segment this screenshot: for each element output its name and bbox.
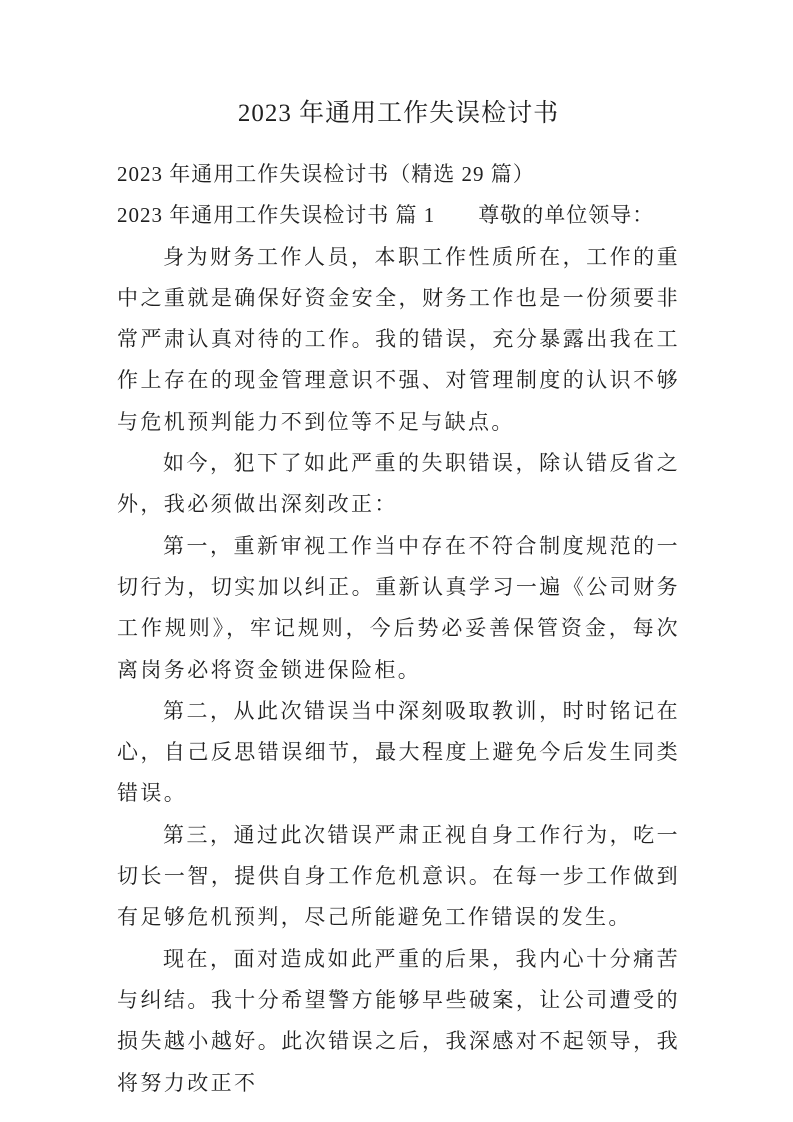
paragraph: 第一，重新审视工作当中存在不符合制度规范的一切行为，切实加以纠正。重新认真学习一遍《公司财务工作规则》，牢记规则，今后势必妥善保管资金，每次离岗务必将资金锁进保险柜。 [117,533,680,682]
section-heading-line [117,195,680,236]
salutation: 尊敬的单位领导： [478,203,655,228]
section-heading: 2023 年通用工作失误检讨书 篇 1 [117,203,436,228]
paragraph: 现在，面对造成如此严重的后果，我内心十分痛苦与纠结。我十分希望警方能够早些破案，让公司遭受的损失越小越好。此次错误之后，我深感对不起领导，我将努力改正不 [117,946,680,1095]
paragraph: 身为财务工作人员，本职工作性质所在，工作的重中之重就是确保好资金安全，财务工作也是一份须要非常严肃认真对待的工作。我的错误，充分暴露出我在工作上存在的现金管理意识不强、对管理制度的认识不够与危机预判能力不到位等不足与缺点。 [117,244,680,434]
paragraph: 如今，犯下了如此严重的失职错误，除认错反省之外，我必须做出深刻改正： [117,451,680,517]
document-subtitle: 2023 年通用工作失误检讨书（精选 29 篇） [117,162,535,186]
paragraph: 第二，从此次错误当中深刻吸取教训，时时铭记在心，自己反思错误细节，最大程度上避免今后发生同类错误。 [117,698,680,806]
document-title: 2023 年通用工作失误检讨书 [237,100,560,127]
paragraph: 第三，通过此次错误严肃正视自身工作行为，吃一切长一智，提供自身工作危机意识。在每一步工作做到有足够危机预判，尽己所能避免工作错误的发生。 [117,822,680,930]
